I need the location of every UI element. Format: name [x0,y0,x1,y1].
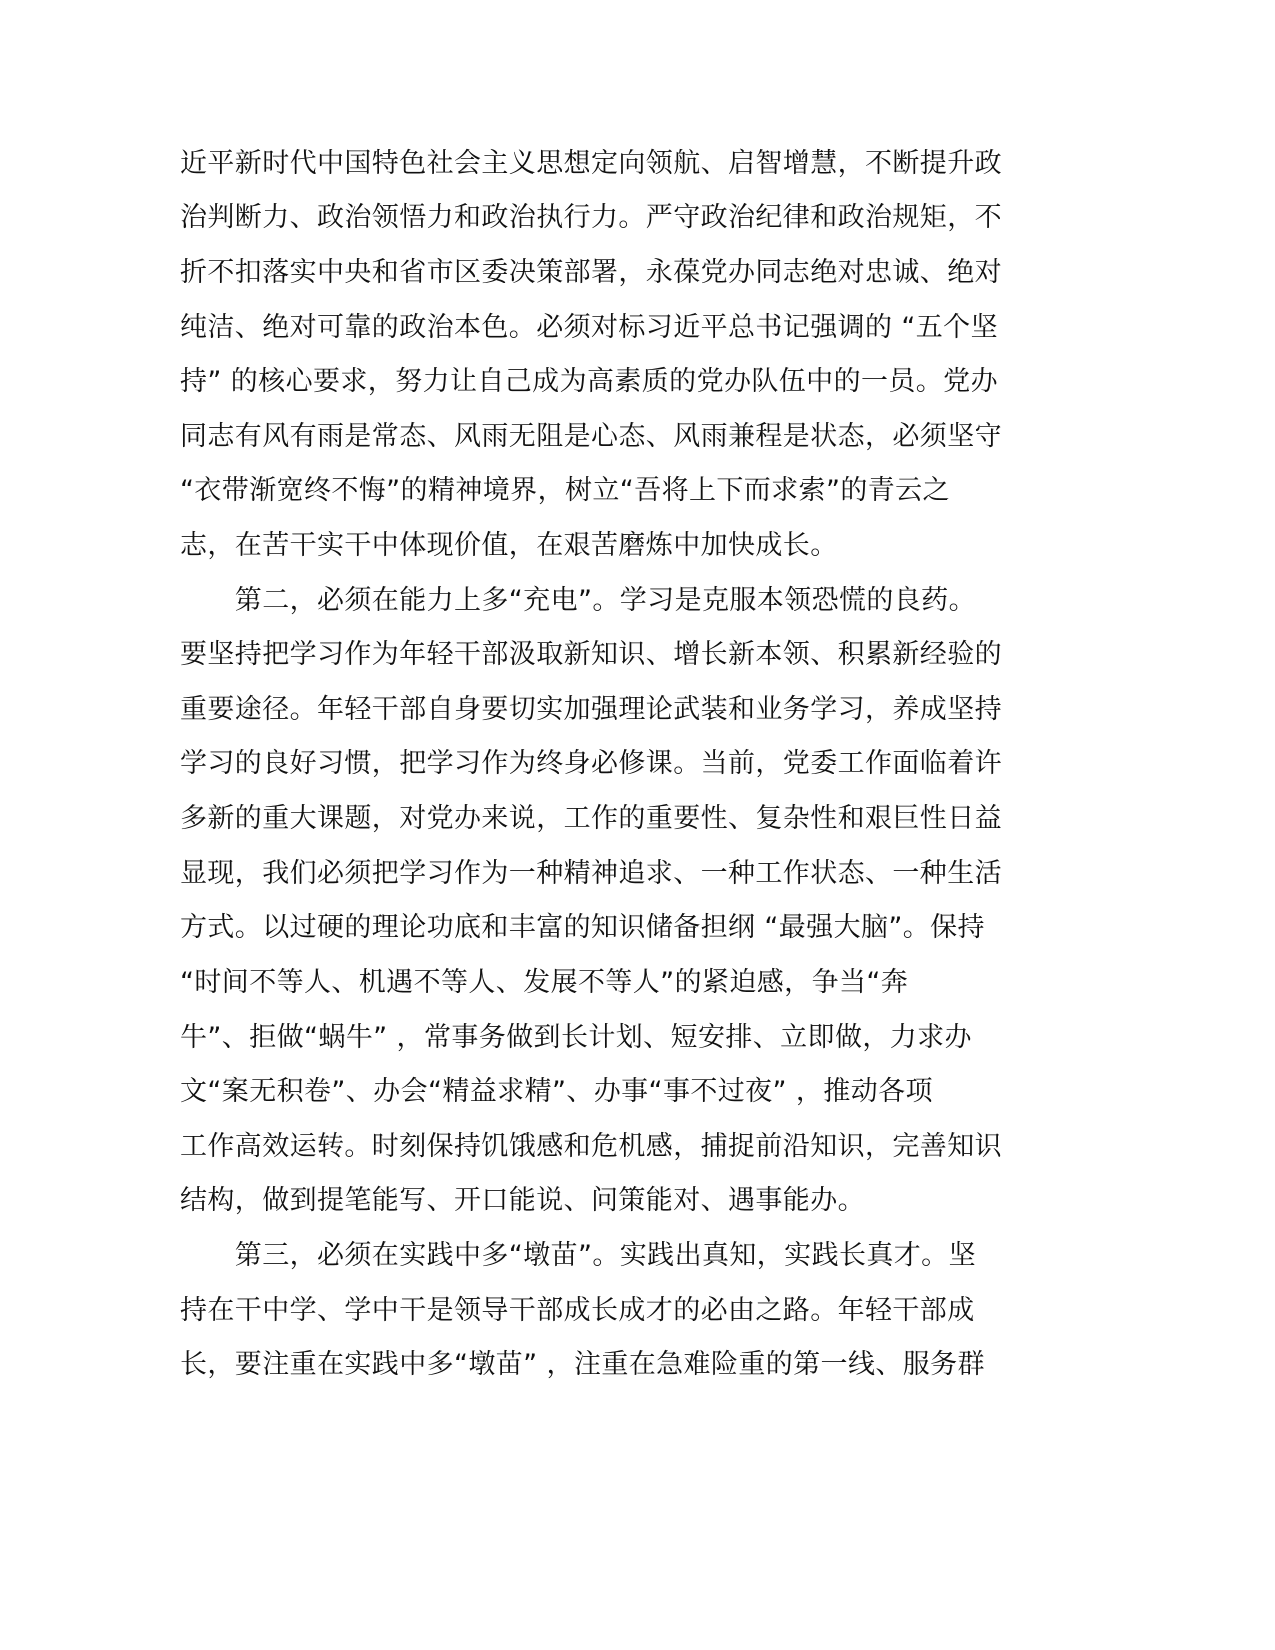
text-line: 要坚持把学习作为年轻干部汲取新知识、增长新本领、积累新经验的 [180,639,1002,670]
text-line: 显现，我们必须把学习作为一种精神追求、一种工作状态、一种生活 [180,858,1002,889]
text-line: 治判断力、政治领悟力和政治执行力。严守政治纪律和政治规矩，不 [180,202,1002,233]
text-line: 文“案无积卷”、办会“精益求精”、办事“事不过夜” ，推动各项 [180,1076,933,1107]
text-line: 方式。以过硬的理论功底和丰富的知识储备担纲 “最强大脑”。保持 [180,912,985,943]
text-line: 牛”、拒做“蜗牛” ，常事务做到长计划、短安排、立即做，力求办 [180,1022,972,1053]
text-line: “时间不等人、机遇不等人、发展不等人”的紧迫感，争当“奔 [180,967,909,998]
text-line: 结构，做到提笔能写、开口能说、问策能对、遇事能办。 [180,1185,865,1216]
text-line: 志，在苦干实干中体现价值，在艰苦磨炼中加快成长。 [180,530,838,561]
text-line: 多新的重大课题，对党办来说，工作的重要性、复杂性和艰巨性日益 [180,803,1002,834]
text-line: 持在干中学、学中干是领导干部成长成才的必由之路。年轻干部成 [180,1295,975,1326]
text-line: 持” 的核心要求，努力让自己成为高素质的党办队伍中的一员。党办 [180,366,998,397]
paragraph-start-line: 第三，必须在实践中多“墩苗”。实践出真知，实践长真才。坚 [180,1240,976,1271]
text-line: “衣带渐宽终不悔”的精神境界，树立“吾将上下而求索”的青云之 [180,475,950,506]
text-line: 学习的良好习惯，把学习作为终身必修课。当前，党委工作面临着许 [180,748,1002,779]
text-line: 长，要注重在实践中多“墩苗” ，注重在急难险重的第一线、服务群 [180,1349,985,1380]
paragraph-start-line: 第二，必须在能力上多“充电”。学习是克服本领恐慌的良药。 [180,585,976,616]
text-line: 工作高效运转。时刻保持饥饿感和危机感，捕捉前沿知识，完善知识 [180,1131,1002,1162]
text-line: 纯洁、绝对可靠的政治本色。必须对标习近平总书记强调的 “五个坚 [180,312,998,343]
text-line: 重要途径。年轻干部自身要切实加强理论武装和业务学习，养成坚持 [180,694,1002,725]
text-line: 近平新时代中国特色社会主义思想定向领航、启智增慧，不断提升政 [180,148,1002,179]
text-line: 折不扣落实中央和省市区委决策部署，永葆党办同志绝对忠诚、绝对 [180,257,1002,288]
text-line: 同志有风有雨是常态、风雨无阻是心态、风雨兼程是状态，必须坚守 [180,421,1002,452]
